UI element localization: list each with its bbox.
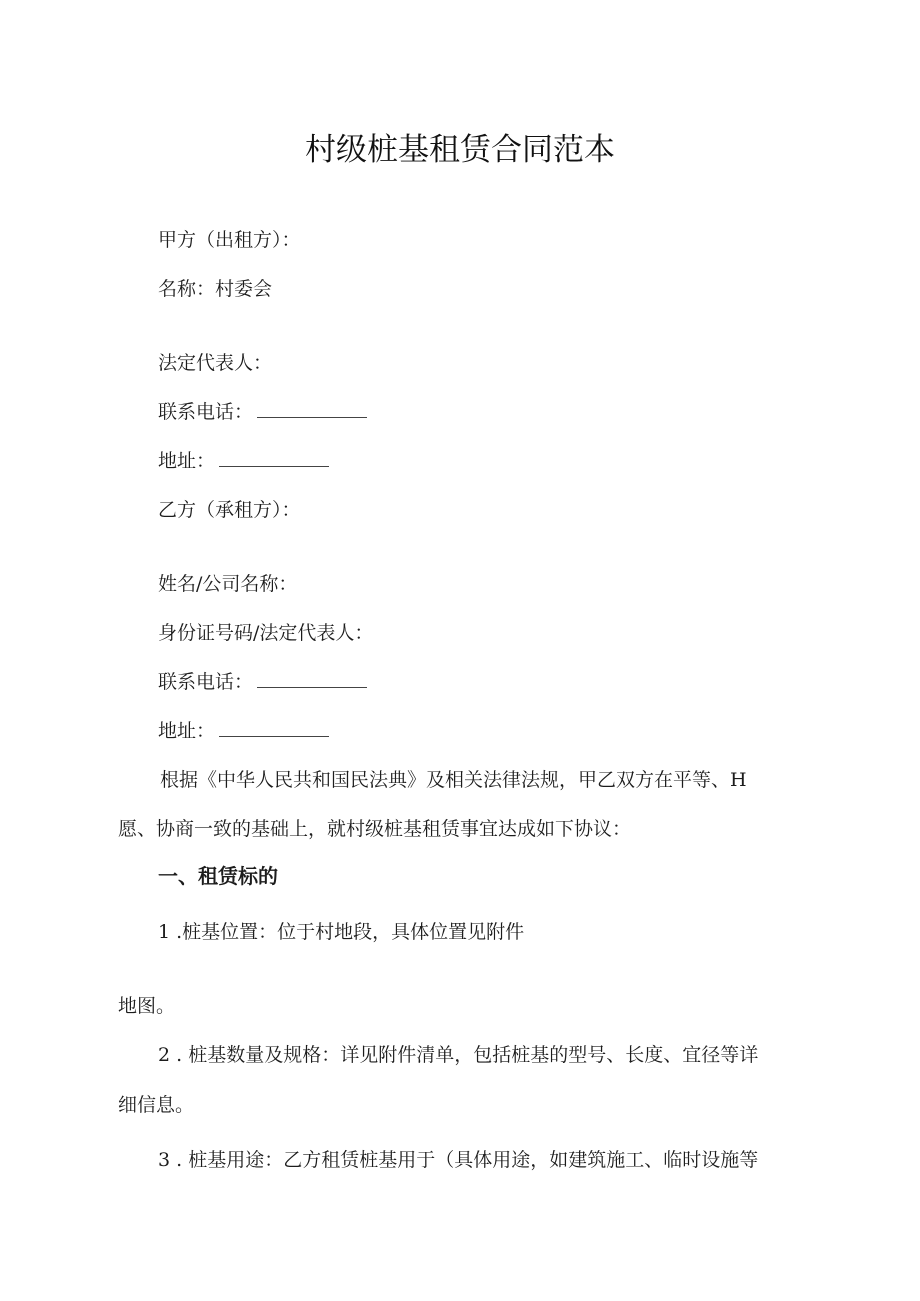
party-b-name-label: 姓名/公司名称： bbox=[158, 573, 298, 595]
section-1-item-3-line-1: 3 . 桩基用途：乙方租赁桩基用于（具体用途，如建筑施工、临时设施等 bbox=[158, 1149, 759, 1171]
party-a-address-label: 地址： bbox=[158, 450, 216, 472]
section-1-item-2-line-1: 2 . 桩基数量及规格：详见附件清单，包括桩基的型号、长度、宜径等详 bbox=[158, 1044, 759, 1066]
section-1-item-1-line-1: 1 .桩基位置：位于村地段，具体位置见附件 bbox=[158, 921, 525, 943]
party-b-phone-blank bbox=[257, 673, 367, 688]
party-a-phone-label: 联系电话： bbox=[158, 401, 254, 423]
party-a-phone-blank bbox=[257, 403, 367, 418]
party-a-phone-line bbox=[158, 400, 367, 424]
party-b-heading: 乙方（承租方）： bbox=[158, 499, 301, 521]
party-b-id-label: 身份证号码/法定代表人： bbox=[158, 622, 374, 644]
party-b-address-label: 地址： bbox=[158, 720, 216, 742]
document-title: 村级桩基租赁合同范本 bbox=[305, 132, 615, 168]
preamble-line-1: 根据《中华人民共和国民法典》及相关法律法规，甲乙双方在平等、H bbox=[160, 769, 747, 791]
party-a-heading: 甲方（出租方）： bbox=[158, 229, 301, 251]
party-a-address-blank bbox=[219, 452, 329, 467]
party-b-phone-label: 联系电话： bbox=[158, 671, 254, 693]
party-a-name: 名称：村委会 bbox=[158, 278, 273, 300]
section-1-item-1-line-2: 地图。 bbox=[118, 995, 176, 1017]
preamble-line-2: 愿、协商一致的基础上，就村级桩基租赁事宜达成如下协议： bbox=[118, 818, 632, 840]
party-a-legal-rep: 法定代表人： bbox=[158, 352, 273, 374]
party-a-address-line bbox=[158, 449, 329, 473]
party-b-address-blank bbox=[219, 722, 329, 737]
section-1-item-2-line-2: 细信息。 bbox=[118, 1094, 195, 1116]
party-b-address-line bbox=[158, 719, 329, 743]
section-1-heading: 一、租赁标的 bbox=[158, 864, 278, 888]
party-b-phone-line bbox=[158, 670, 367, 694]
